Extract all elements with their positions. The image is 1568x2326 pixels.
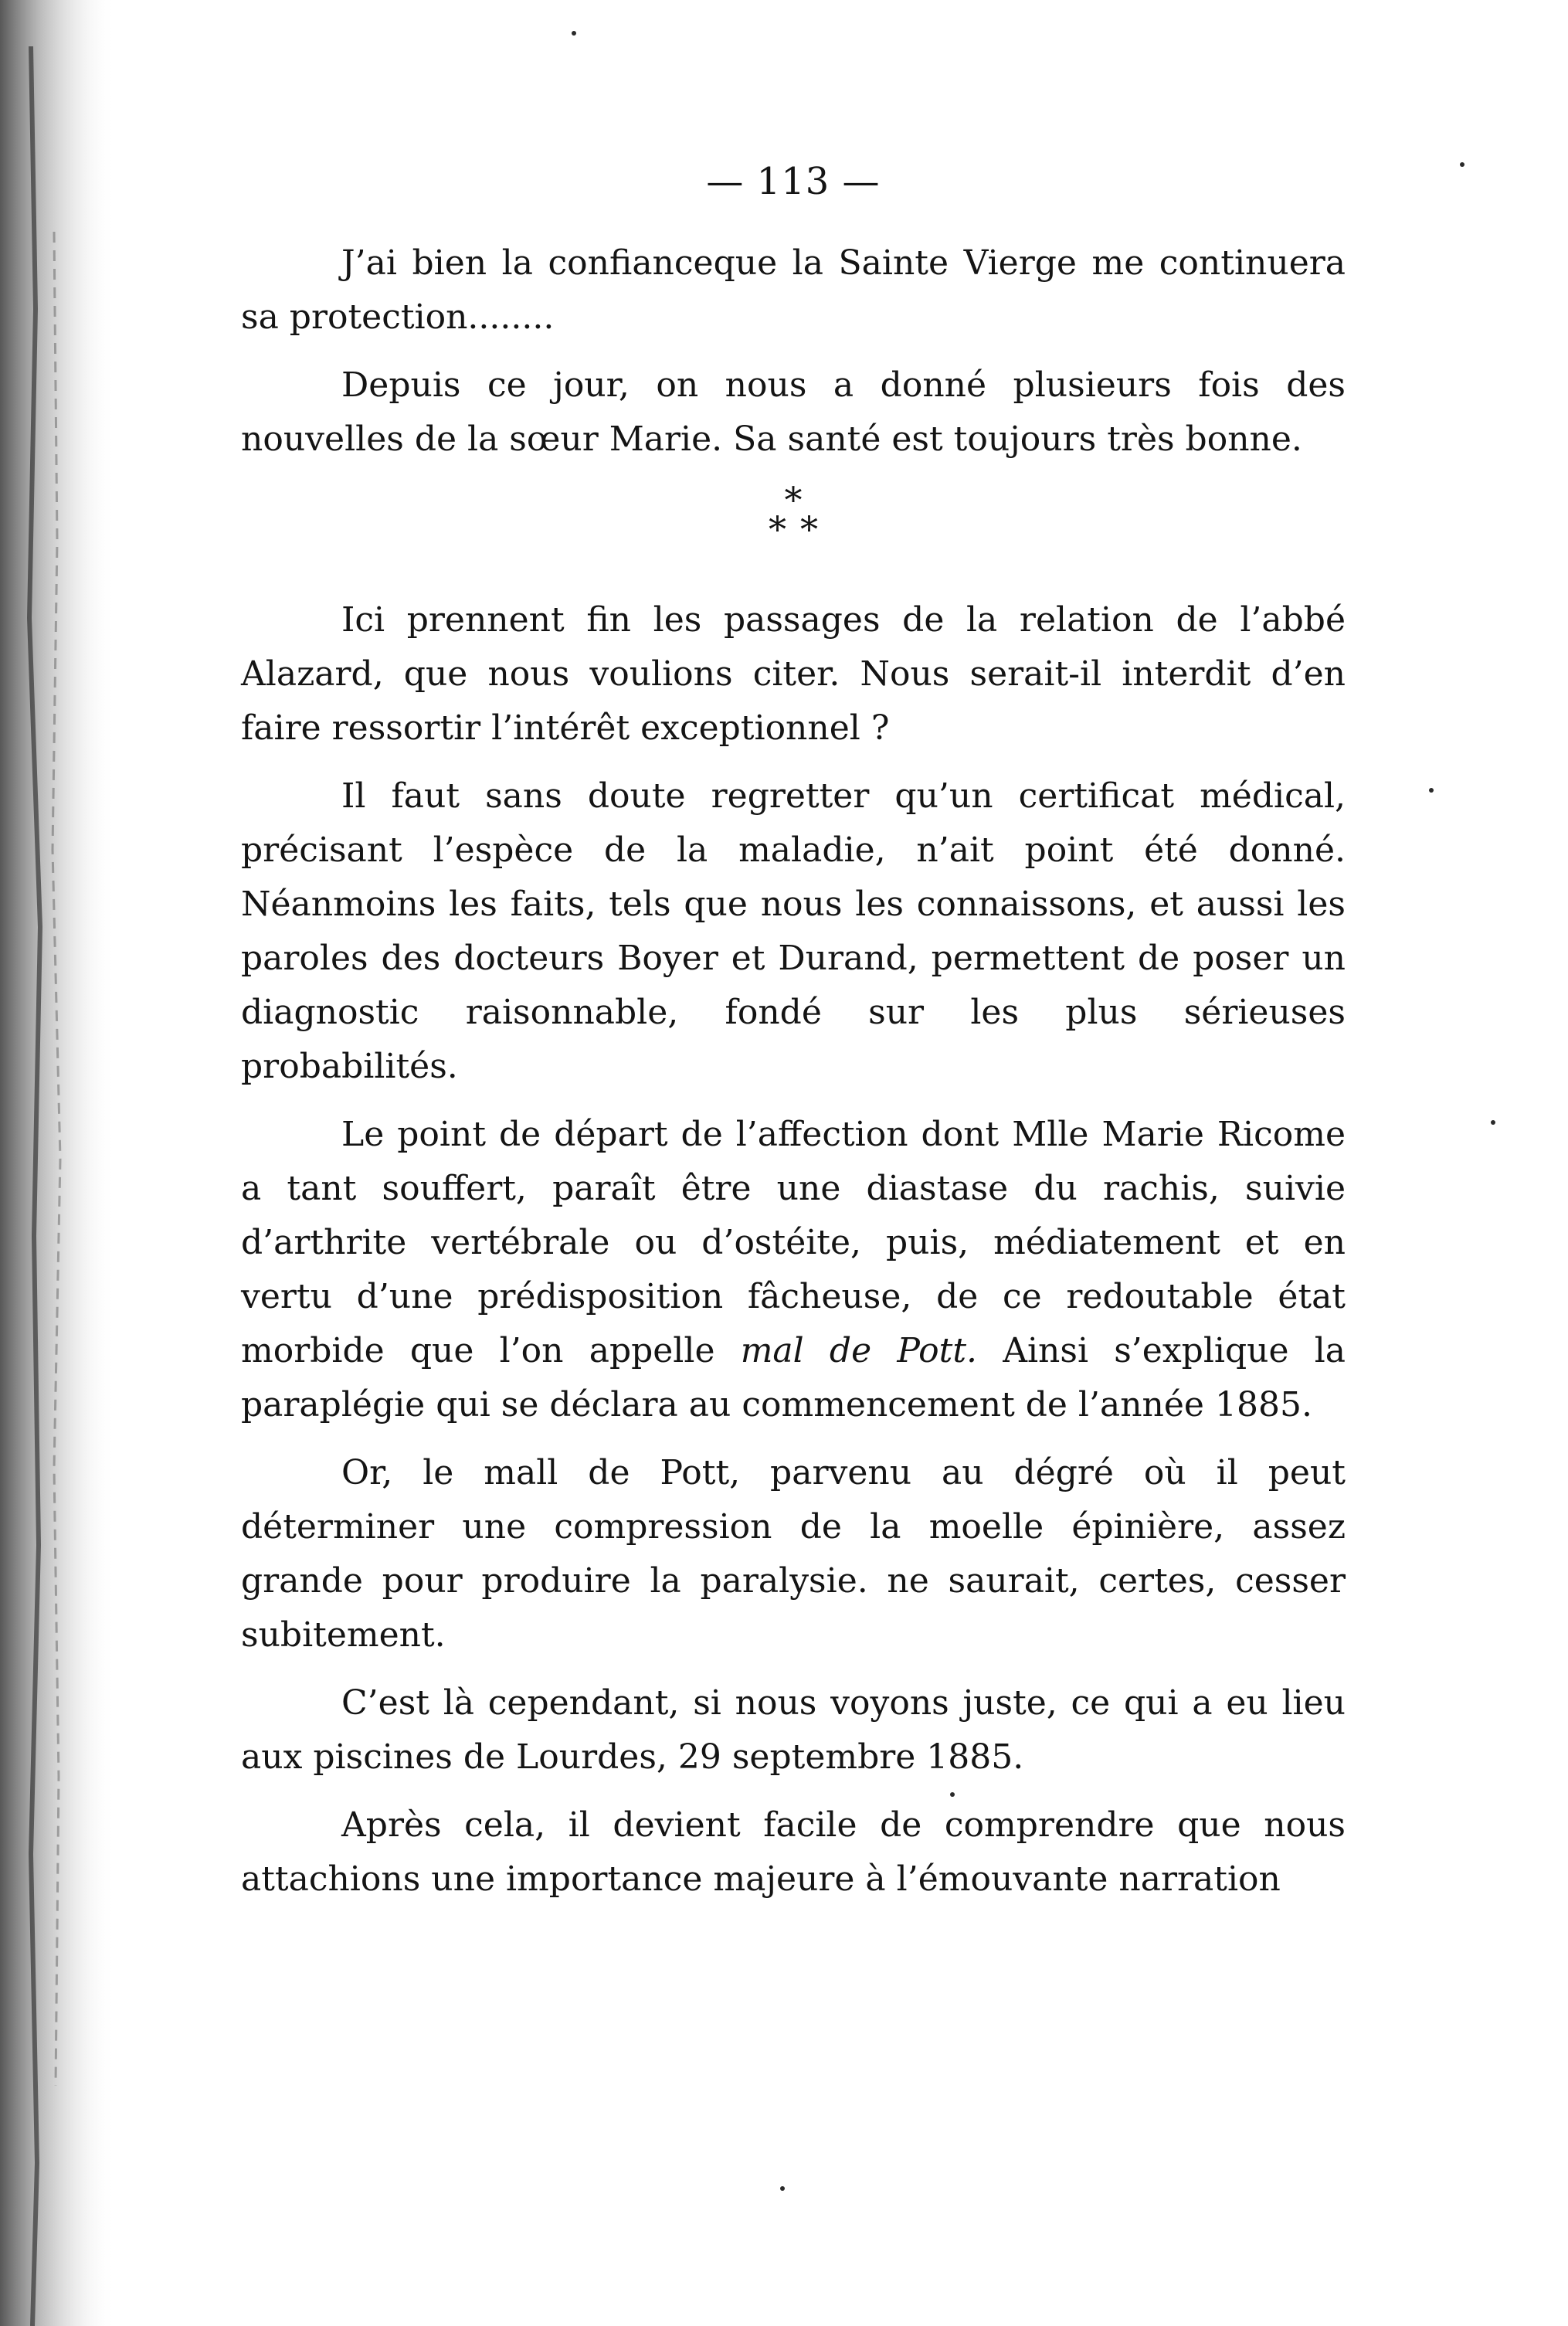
binding-gutter-shadow: [0, 0, 116, 2326]
asterism-bottom: **: [769, 508, 832, 550]
scan-speck: [1429, 788, 1434, 793]
paragraph-7: C’est là cependant, si nous voyons juste, ce qui a eu lieu aux piscines de Lourdes, 29 septembre 1885.: [241, 1683, 1346, 1777]
scan-speck: [572, 31, 576, 36]
scan-speck: [1491, 1120, 1495, 1125]
scan-speck: [780, 2186, 785, 2191]
paragraph-5: [241, 1108, 1346, 1432]
asterism-top: *: [784, 479, 803, 521]
paragraph-6: Or, le mall de Pott, parvenu au dégré où il peut déterminer une compression de la moelle épinière, assez grande pour produire la paralysie. ne saurait, certes, cesser subitement.: [241, 1453, 1346, 1655]
paragraph-5-text-before: Le point de départ de l’affection dont Mlle Marie Ricome a tant souffert, paraît être une diastase du rachis, suivie d’arthrite vertébrale ou d’ostéite, puis, médiatement et en vertu d’une prédisposition fâcheuse, de ce redoutable état morbide que l’on appelle: [241, 1115, 1346, 1370]
paragraph-8: Après cela, il devient facile de comprendre que nous attachions une importance majeure à l’émouvante narration: [241, 1805, 1346, 1899]
paragraph-5-italic-term: mal de Pott.: [740, 1331, 977, 1370]
page-text-block: [241, 155, 1346, 1920]
asterism-section-break: [241, 479, 1346, 550]
scan-speck: [1460, 162, 1464, 167]
paragraph-5-text-after: Ainsi s’explique la paraplégie qui se déclara au commencement de l’année 1885.: [241, 1331, 1346, 1424]
paragraph-2: Depuis ce jour, on nous a donné plusieurs fois des nouvelles de la sœur Marie. Sa santé est toujours très bonne.: [241, 365, 1346, 459]
paragraph-4: Il faut sans doute regretter qu’un certificat médical, précisant l’espèce de la maladie, n’ait point été donné. Néanmoins les faits, tels que nous les connaissons, et aussi les paroles des docteurs Boyer et Durand, permettent de poser un diagnostic raisonnable, fondé sur les plus sérieuses probabilités.: [241, 776, 1346, 1086]
page-number: — 113 —: [706, 160, 881, 203]
paragraph-3: Ici prennent fin les passages de la relation de l’abbé Alazard, que nous voulions citer. Nous serait-il interdit d’en faire ressortir l’intérêt exceptionnel ?: [241, 600, 1346, 748]
paragraph-1: J’ai bien la confianceque la Sainte Vierge me continuera sa protection........: [241, 243, 1346, 337]
